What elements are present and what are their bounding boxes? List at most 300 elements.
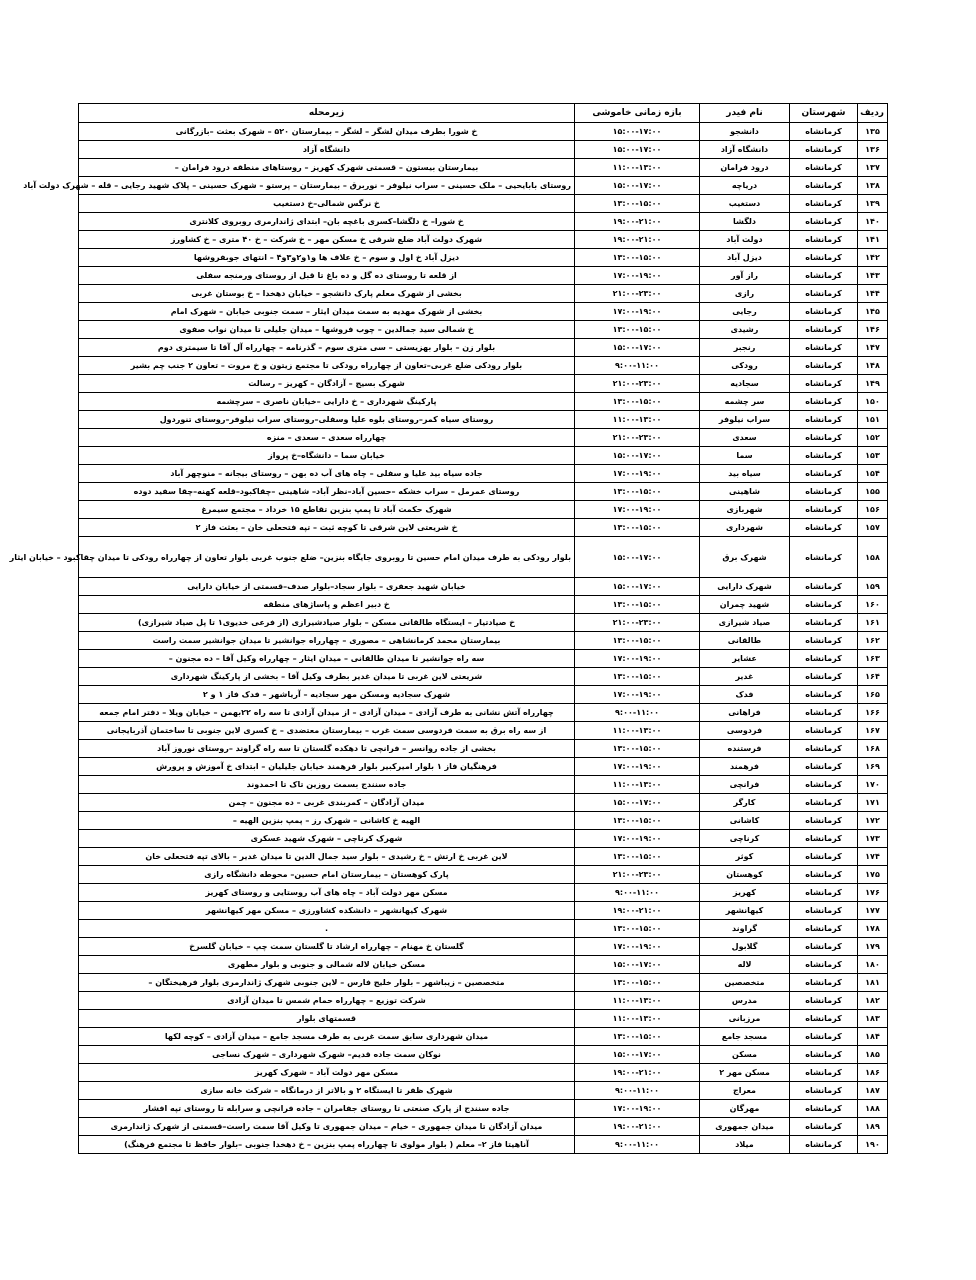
table-row [79,740,888,758]
time-cell: ۱۹:۰۰-۲۱:۰۰ [575,1064,700,1082]
city-cell: کرمانشاه [790,1064,858,1082]
area-cell: خیابان شهید جعفری – بلوار سجاد–بلوار صدف–قسمتی از خیابان دارایی [79,578,575,596]
table-row [79,1082,888,1100]
area-cell: بلوار رودکی ضلع غربی–تعاون از چهارراه رودکی تا مجتمع زیتون و خ مروت – تعاون ۲ جنب چم بشیر [79,357,575,375]
table-row [79,321,888,339]
time-cell: ۱۳:۰۰-۱۵:۰۰ [575,393,700,411]
area-cell: مسکن مهر دولت آباد – شهرک کهریز [79,1064,575,1082]
feeder-cell: شهید چمران [700,596,790,614]
row-number-cell: ۱۴۳ [858,267,888,285]
feeder-cell: صیاد شیرازی [700,614,790,632]
row-number-cell: ۱۶۰ [858,596,888,614]
city-cell: کرمانشاه [790,578,858,596]
time-cell: ۲۱:۰۰-۲۳:۰۰ [575,285,700,303]
city-cell: کرمانشاه [790,992,858,1010]
area-cell: . [79,920,575,938]
area-cell: مسکن مهر دولت آباد – چاه های آب روستایی و روستای کهریز [79,884,575,902]
row-number-cell: ۱۵۶ [858,501,888,519]
table-row [79,1136,888,1154]
table-row [79,411,888,429]
row-number-cell: ۱۴۲ [858,249,888,267]
area-cell: آناهیتا فاز ۲– معلم ( بلوار مولوی تا چهارراه پمپ بنزین – خ دهخدا جنوبی –بلوار حافظ تا مجتمع فرهنگ) [79,1136,575,1154]
feeder-cell: میلاد [700,1136,790,1154]
city-cell: کرمانشاه [790,1136,858,1154]
feeder-cell: مسجد جامع [700,1028,790,1046]
row-number-cell: ۱۴۴ [858,285,888,303]
area-cell: روستای بابایحیی – ملک حسینی – سراب نیلوفر – نوربرق – بیمارستان – پرستو – شهرک حسینی – پلاک شهید رجایی – قله – شهرک دولت آباد [79,177,575,195]
feeder-cell: فراهانی [700,704,790,722]
row-number-cell: ۱۳۶ [858,141,888,159]
table-row [79,956,888,974]
area-cell: شهرک دولت آباد ضلع شرقی خ مسکن مهر – خ شرکت – خ ۴۰ متری – خ کشاورز [79,231,575,249]
table-row [79,1118,888,1136]
area-cell: خ دبیر اعظم و پاساژهای منطقه [79,596,575,614]
row-number-cell: ۱۸۸ [858,1100,888,1118]
time-cell: ۱۳:۰۰-۱۵:۰۰ [575,483,700,501]
city-cell: کرمانشاه [790,393,858,411]
time-cell: ۱۷:۰۰-۱۹:۰۰ [575,465,700,483]
table-row [79,704,888,722]
area-cell: میدان آزادگان – کمربندی غربی – ده مجنون – چمن [79,794,575,812]
row-number-cell: ۱۵۱ [858,411,888,429]
time-cell: ۱۳:۰۰-۱۵:۰۰ [575,632,700,650]
city-cell: کرمانشاه [790,920,858,938]
time-cell: ۱۵:۰۰-۱۷:۰۰ [575,1046,700,1064]
table-row [79,303,888,321]
table-row [79,1028,888,1046]
row-number-cell: ۱۴۵ [858,303,888,321]
area-cell: خ صیادتیار – ایستگاه طالقانی مسکن – بلوار صیادشیرازی (از فرعی خدیوی۱ تا پل صیاد شیرازی) [79,614,575,632]
time-cell: ۱۵:۰۰-۱۷:۰۰ [575,578,700,596]
row-number-cell: ۱۵۸ [858,537,888,578]
table-row [79,938,888,956]
row-number-cell: ۱۶۵ [858,686,888,704]
outage-table [9,103,888,1154]
table-row [79,884,888,902]
row-number-cell: ۱۶۶ [858,704,888,722]
area-cell: چهارراه سعدی – سعدی – منزه [79,429,575,447]
table-row [79,776,888,794]
table-row [79,177,888,195]
row-number-cell: ۱۳۷ [858,159,888,177]
row-number-cell: ۱۸۶ [858,1064,888,1082]
time-cell: ۱۷:۰۰-۱۹:۰۰ [575,303,700,321]
city-cell: کرمانشاه [790,614,858,632]
time-cell: ۱۳:۰۰-۱۵:۰۰ [575,812,700,830]
feeder-cell: غدیر [700,668,790,686]
area-cell: بلوار رودکی به طرف میدان امام حسین تا روبروی جایگاه بنزین– ضلع جنوب غربی بلوار تعاون از چهارراه رودکی تا میدان چقاکبود – خیابان ایثار [79,537,575,578]
feeder-cell: فرهمند [700,758,790,776]
row-number-cell: ۱۸۱ [858,974,888,992]
city-cell: کرمانشاه [790,123,858,141]
feeder-cell: کیهانشهر [700,902,790,920]
area-cell: جاده سیاه بید علیا و سفلی – چاه های آب ده بهن – روستای بیجانه – منوچهر آباد [79,465,575,483]
time-cell: ۹:۰۰-۱۱:۰۰ [575,884,700,902]
area-cell: روستای سیاه کمر–روستای بلوه علیا وسفلی–روستای سراب نیلوفر–روستای تنوردول [79,411,575,429]
area-cell: بیمارستان محمد کرمانشاهی – مصوری – چهارراه جوانشیر تا میدان جوانشیر سمت راست [79,632,575,650]
feeder-cell: کهریز [700,884,790,902]
time-cell: ۱۱:۰۰-۱۳:۰۰ [575,159,700,177]
city-cell: کرمانشاه [790,447,858,465]
table-row [79,614,888,632]
row-number-cell: ۱۴۸ [858,357,888,375]
row-number-cell: ۱۸۴ [858,1028,888,1046]
table-row [79,920,888,938]
feeder-cell: لاله [700,956,790,974]
time-cell: ۲۱:۰۰-۲۳:۰۰ [575,614,700,632]
row-number-cell: ۱۸۰ [858,956,888,974]
time-cell: ۱۱:۰۰-۱۳:۰۰ [575,1010,700,1028]
table-row [79,465,888,483]
time-cell: ۹:۰۰-۱۱:۰۰ [575,357,700,375]
city-cell: کرمانشاه [790,285,858,303]
table-row [79,1100,888,1118]
area-cell: جاده سنندج از پارک صنعتی تا روستای جفامران – جاده فرانچی و سرابله تا روستای تپه افشار [79,1100,575,1118]
time-cell: ۱۳:۰۰-۱۵:۰۰ [575,668,700,686]
time-cell: ۱۷:۰۰-۱۹:۰۰ [575,650,700,668]
feeder-cell: سجادیه [700,375,790,393]
feeder-cell: شهرک دارایی [700,578,790,596]
city-cell: کرمانشاه [790,740,858,758]
feeder-cell: کوهستان [700,866,790,884]
table-row [79,686,888,704]
feeder-cell: مهرگان [700,1100,790,1118]
area-cell: میدان شهرداری سابق سمت غربی به طرف مسجد جامع – میدان آزادی – کوچه لکها [79,1028,575,1046]
feeder-cell: فدک [700,686,790,704]
table-row [79,812,888,830]
table-row [79,848,888,866]
time-cell: ۱۳:۰۰-۱۵:۰۰ [575,974,700,992]
feeder-cell: سعدی [700,429,790,447]
row-number-cell: ۱۴۰ [858,213,888,231]
city-cell: کرمانشاه [790,195,858,213]
city-cell: کرمانشاه [790,375,858,393]
city-cell: کرمانشاه [790,722,858,740]
table-row [79,339,888,357]
city-cell: کرمانشاه [790,321,858,339]
feeder-cell: دریاچه [700,177,790,195]
feeder-cell: دلگشا [700,213,790,231]
time-cell: ۱۷:۰۰-۱۹:۰۰ [575,686,700,704]
table-row [79,375,888,393]
area-cell: خیابان سما – دانشگاه–خ پرواز [79,447,575,465]
time-cell: ۱۳:۰۰-۱۵:۰۰ [575,519,700,537]
table-row [79,393,888,411]
row-number-cell: ۱۸۲ [858,992,888,1010]
row-number-cell: ۱۵۳ [858,447,888,465]
table-row [79,974,888,992]
city-cell: کرمانشاه [790,465,858,483]
time-cell: ۱۳:۰۰-۱۵:۰۰ [575,848,700,866]
area-cell: خ شورا– خ دلگشا–کسری باغچه بان– ابتدای ژاندارمری روبروی کلانتری [79,213,575,231]
row-number-cell: ۱۴۱ [858,231,888,249]
table-row [79,429,888,447]
table-row [79,141,888,159]
table-row [79,213,888,231]
feeder-cell: شهرک برق [700,537,790,578]
time-cell: ۱۱:۰۰-۱۳:۰۰ [575,411,700,429]
time-cell: ۱۵:۰۰-۱۷:۰۰ [575,177,700,195]
city-cell: کرمانشاه [790,704,858,722]
row-number-cell: ۱۷۴ [858,848,888,866]
table-row [79,1046,888,1064]
time-cell: ۱۳:۰۰-۱۵:۰۰ [575,740,700,758]
city-cell: کرمانشاه [790,902,858,920]
table-row [79,902,888,920]
time-cell: ۱۳:۰۰-۱۵:۰۰ [575,195,700,213]
time-cell: ۱۱:۰۰-۱۳:۰۰ [575,722,700,740]
row-number-cell: ۱۳۵ [858,123,888,141]
table-row [79,1010,888,1028]
feeder-cell: فرانچی [700,776,790,794]
feeder-cell: گراوند [700,920,790,938]
city-cell: کرمانشاه [790,1082,858,1100]
table-row [79,830,888,848]
city-cell: کرمانشاه [790,357,858,375]
city-cell: کرمانشاه [790,303,858,321]
city-cell: کرمانشاه [790,141,858,159]
row-number-cell: ۱۶۱ [858,614,888,632]
table-row [79,483,888,501]
feeder-cell: رنجبر [700,339,790,357]
table-row [79,1064,888,1082]
time-cell: ۹:۰۰-۱۱:۰۰ [575,1082,700,1100]
feeder-cell: درود فرامان [700,159,790,177]
row-number-cell: ۱۶۹ [858,758,888,776]
time-cell: ۱۹:۰۰-۲۱:۰۰ [575,213,700,231]
time-cell: ۲۱:۰۰-۲۳:۰۰ [575,375,700,393]
city-cell: کرمانشاه [790,177,858,195]
area-cell: جاده سنندج بسمت روزین تاک تا احمدوند [79,776,575,794]
time-cell: ۱۳:۰۰-۱۵:۰۰ [575,321,700,339]
city-cell: کرمانشاه [790,632,858,650]
area-cell: از قلعه تا روستای ده گل و ده باغ تا قبل از روستای ورمنجه سفلی [79,267,575,285]
feeder-cell: دستغیب [700,195,790,213]
city-cell: کرمانشاه [790,830,858,848]
row-number-cell: ۱۶۳ [858,650,888,668]
table-row [79,501,888,519]
row-number-cell: ۱۶۸ [858,740,888,758]
row-number-cell: ۱۸۳ [858,1010,888,1028]
city-cell: کرمانشاه [790,411,858,429]
feeder-cell: مسکن [700,1046,790,1064]
area-cell: مسکن خیابان لاله شمالی و جنوبی و بلوار مطهری [79,956,575,974]
feeder-cell: طالقانی [700,632,790,650]
area-cell: متخصصین – زیباشهر – بلوار خلیج فارس – لاین جنوبی شهرک ژاندارمری بلوار فرهیختگان – [79,974,575,992]
area-cell: شهرک سجادیه ومسکن مهر سجادیه – آریاشهر – فدک فاز ۱ و ۲ [79,686,575,704]
table-row [79,195,888,213]
feeder-cell: متخصصین [700,974,790,992]
area-cell: گلستان خ مهنام – چهارراه ارشاد تا گلستان سمت چپ – خیابان گلسرخ [79,938,575,956]
area-cell: دانشگاه آزاد [79,141,575,159]
row-number-cell: ۱۵۹ [858,578,888,596]
time-cell: ۱۷:۰۰-۱۹:۰۰ [575,501,700,519]
feeder-cell: دانشگاه آزاد [700,141,790,159]
row-number-cell: ۱۶۴ [858,668,888,686]
row-number-cell: ۱۴۹ [858,375,888,393]
row-number-cell: ۱۷۹ [858,938,888,956]
city-cell: کرمانشاه [790,956,858,974]
feeder-cell: سر چشمه [700,393,790,411]
row-number-cell: ۱۴۷ [858,339,888,357]
feeder-cell: عشایر [700,650,790,668]
header-city: شهرستان [790,104,858,123]
city-cell: کرمانشاه [790,668,858,686]
time-cell: ۱۹:۰۰-۲۱:۰۰ [575,1118,700,1136]
area-cell: خ شمالی سید جمالدین – چوب فروشها – میدان جلیلی تا میدان نواب صفوی [79,321,575,339]
area-cell: روستای عمرمل – سراب خشکه –حسین آباد–نظر آباد– شاهینی –چقاکبود–قلعه کهنه–چقا سفید دوده [79,483,575,501]
time-cell: ۹:۰۰-۱۱:۰۰ [575,704,700,722]
area-cell: میدان آزادگان تا میدان جمهوری – خیام – میدان جمهوری تا وکیل آقا سمت راست–قسمتی از شهرک ژاندارمری [79,1118,575,1136]
table-row [79,794,888,812]
area-cell: شرکت توزیع – چهارراه حمام شمس تا میدان آزادی [79,992,575,1010]
time-cell: ۱۹:۰۰-۲۱:۰۰ [575,902,700,920]
table-row [79,668,888,686]
area-cell: سه راه جوانشیر تا میدان طالقانی – میدان ایثار – چهارراه وکیل آقا – ده مجنون – [79,650,575,668]
row-number-cell: ۱۸۹ [858,1118,888,1136]
area-cell: فرهنگیان فاز ۱ بلوار امیرکبیر بلوار فرهمند خیابان جلیلیان – ابتدای خ آموزش و پرورش [79,758,575,776]
time-cell: ۱۱:۰۰-۱۳:۰۰ [575,776,700,794]
area-cell: بخشی از شهرک مهدیه به سمت میدان ایثار – سمت جنوبی خیابان – شهرک امام [79,303,575,321]
row-number-cell: ۱۵۲ [858,429,888,447]
area-cell: شهرک بسیج – آزادگان – کهریز – رسالت [79,375,575,393]
time-cell: ۱۵:۰۰-۱۷:۰۰ [575,123,700,141]
row-number-cell: ۱۷۲ [858,812,888,830]
table-row [79,632,888,650]
area-cell: الهیه خ کاشانی – شهرک رز – پمپ بنزین الهیه – [79,812,575,830]
table-row [79,519,888,537]
row-number-cell: ۱۶۷ [858,722,888,740]
city-cell: کرمانشاه [790,1100,858,1118]
area-cell: پارک کوهستان – بیمارستان امام حسین– محوطه دانشگاه رازی [79,866,575,884]
time-cell: ۱۳:۰۰-۱۵:۰۰ [575,249,700,267]
time-cell: ۱۷:۰۰-۱۹:۰۰ [575,1100,700,1118]
header-feeder: نام فیدر [700,104,790,123]
feeder-cell: کرناچی [700,830,790,848]
feeder-cell: راز آور [700,267,790,285]
feeder-cell: فرستنده [700,740,790,758]
row-number-cell: ۱۵۵ [858,483,888,501]
city-cell: کرمانشاه [790,758,858,776]
time-cell: ۱۵:۰۰-۱۷:۰۰ [575,956,700,974]
area-cell: شریعتی لاین غربی تا میدان غدیر بطرف وکیل آقا – بخشی از پارکینگ شهرداری [79,668,575,686]
row-number-cell: ۱۷۰ [858,776,888,794]
row-number-cell: ۱۳۹ [858,195,888,213]
row-number-cell: ۱۷۶ [858,884,888,902]
feeder-cell: دیزل آباد [700,249,790,267]
table-row [79,159,888,177]
feeder-cell: شهرداری [700,519,790,537]
table-row [79,992,888,1010]
feeder-cell: رشیدی [700,321,790,339]
feeder-cell: رازی [700,285,790,303]
feeder-cell: دولت آباد [700,231,790,249]
row-number-cell: ۱۶۲ [858,632,888,650]
row-number-cell: ۱۷۱ [858,794,888,812]
area-cell: شهرک حکمت آباد تا پمپ بنزین تقاطع ۱۵ خرداد – مجتمع سیمرغ [79,501,575,519]
table-row [79,758,888,776]
city-cell: کرمانشاه [790,501,858,519]
row-number-cell: ۱۳۸ [858,177,888,195]
area-cell: از سه راه برق به سمت فردوسی سمت غرب – بیمارستان معتضدی – خ کسری لاین جنوبی تا ساختمان آذربایجانی [79,722,575,740]
feeder-cell: گلابول [700,938,790,956]
time-cell: ۱۵:۰۰-۱۷:۰۰ [575,339,700,357]
time-cell: ۱۳:۰۰-۱۵:۰۰ [575,1028,700,1046]
city-cell: کرمانشاه [790,866,858,884]
city-cell: کرمانشاه [790,596,858,614]
city-cell: کرمانشاه [790,974,858,992]
table-body [9,123,888,1154]
city-cell: کرمانشاه [790,686,858,704]
area-cell: بخشی از شهرک معلم پارک دانشجو – خیابان دهخدا – خ بوستان غربی [79,285,575,303]
time-cell: ۱۳:۰۰-۱۵:۰۰ [575,596,700,614]
time-cell: ۱۱:۰۰-۱۳:۰۰ [575,992,700,1010]
row-number-cell: ۱۷۳ [858,830,888,848]
area-cell: شهرک کیهانشهر – دانشکده کشاورزی – مسکن مهر کیهانشهر [79,902,575,920]
feeder-cell: سیاه بید [700,465,790,483]
city-cell: کرمانشاه [790,1010,858,1028]
city-cell: کرمانشاه [790,1118,858,1136]
table-row [79,447,888,465]
time-cell: ۱۷:۰۰-۱۹:۰۰ [575,267,700,285]
feeder-cell: سراب نیلوفر [700,411,790,429]
feeder-cell: فردوسی [700,722,790,740]
row-number-cell: ۱۵۰ [858,393,888,411]
city-cell: کرمانشاه [790,159,858,177]
area-cell: لاین غربی خ ارتش – خ رشیدی – بلوار سید جمال الدین تا میدان غدیر – بالای تپه فتحعلی خان [79,848,575,866]
row-number-cell: ۱۸۷ [858,1082,888,1100]
area-cell: بلوار زن – بلوار بهزیستی – سی متری سوم – گذرنامه – چهارراه آل آقا تا سیمتری دوم [79,339,575,357]
header-row-number: ردیف [858,104,888,123]
feeder-cell: شاهینی [700,483,790,501]
time-cell: ۱۳:۰۰-۱۵:۰۰ [575,920,700,938]
table-row [79,722,888,740]
table-row [79,231,888,249]
time-cell: ۱۹:۰۰-۲۱:۰۰ [575,231,700,249]
city-cell: کرمانشاه [790,429,858,447]
header-time: بازه زمانی خاموشی [575,104,700,123]
row-number-cell: ۱۹۰ [858,1136,888,1154]
area-cell: چهارراه آتش نشانی به طرف آزادی – میدان آزادی – از میدان آزادی تا سه راه ۲۲بهمن – خیابان ویلا – دفتر امام جمعه [79,704,575,722]
feeder-cell: رودکی [700,357,790,375]
row-number-cell: ۱۴۶ [858,321,888,339]
city-cell: کرمانشاه [790,519,858,537]
city-cell: کرمانشاه [790,537,858,578]
time-cell: ۲۱:۰۰-۲۳:۰۰ [575,429,700,447]
row-number-cell: ۱۵۴ [858,465,888,483]
feeder-cell: دانشجو [700,123,790,141]
table-header-row [79,104,888,123]
area-cell: خ شریعتی لاین شرقی تا کوچه ثبت – تپه فتحعلی خان – بعثت فاز ۲ [79,519,575,537]
time-cell: ۱۷:۰۰-۱۹:۰۰ [575,830,700,848]
table-row [79,596,888,614]
time-cell: ۱۵:۰۰-۱۷:۰۰ [575,141,700,159]
feeder-cell: میدان جمهوری [700,1118,790,1136]
city-cell: کرمانشاه [790,776,858,794]
table-row [79,578,888,596]
area-cell: بخشی از جاده روانسر – فرانچی تا دهکده گلستان تا سه راه گراوند –روستای نوروز آباد [79,740,575,758]
table-row [79,357,888,375]
area-cell: پارکینگ شهرداری – خ دارایی –خیابان ناصری – سرچشمه [79,393,575,411]
row-number-cell: ۱۸۵ [858,1046,888,1064]
feeder-cell: مرزبانی [700,1010,790,1028]
time-cell: ۱۵:۰۰-۱۷:۰۰ [575,537,700,578]
area-cell: بیمارستان بیستون – قسمتی شهرک کهریز – روستاهای منطقه درود فرامان – [79,159,575,177]
feeder-cell: کاشانی [700,812,790,830]
feeder-cell: شهربازی [700,501,790,519]
city-cell: کرمانشاه [790,213,858,231]
city-cell: کرمانشاه [790,650,858,668]
